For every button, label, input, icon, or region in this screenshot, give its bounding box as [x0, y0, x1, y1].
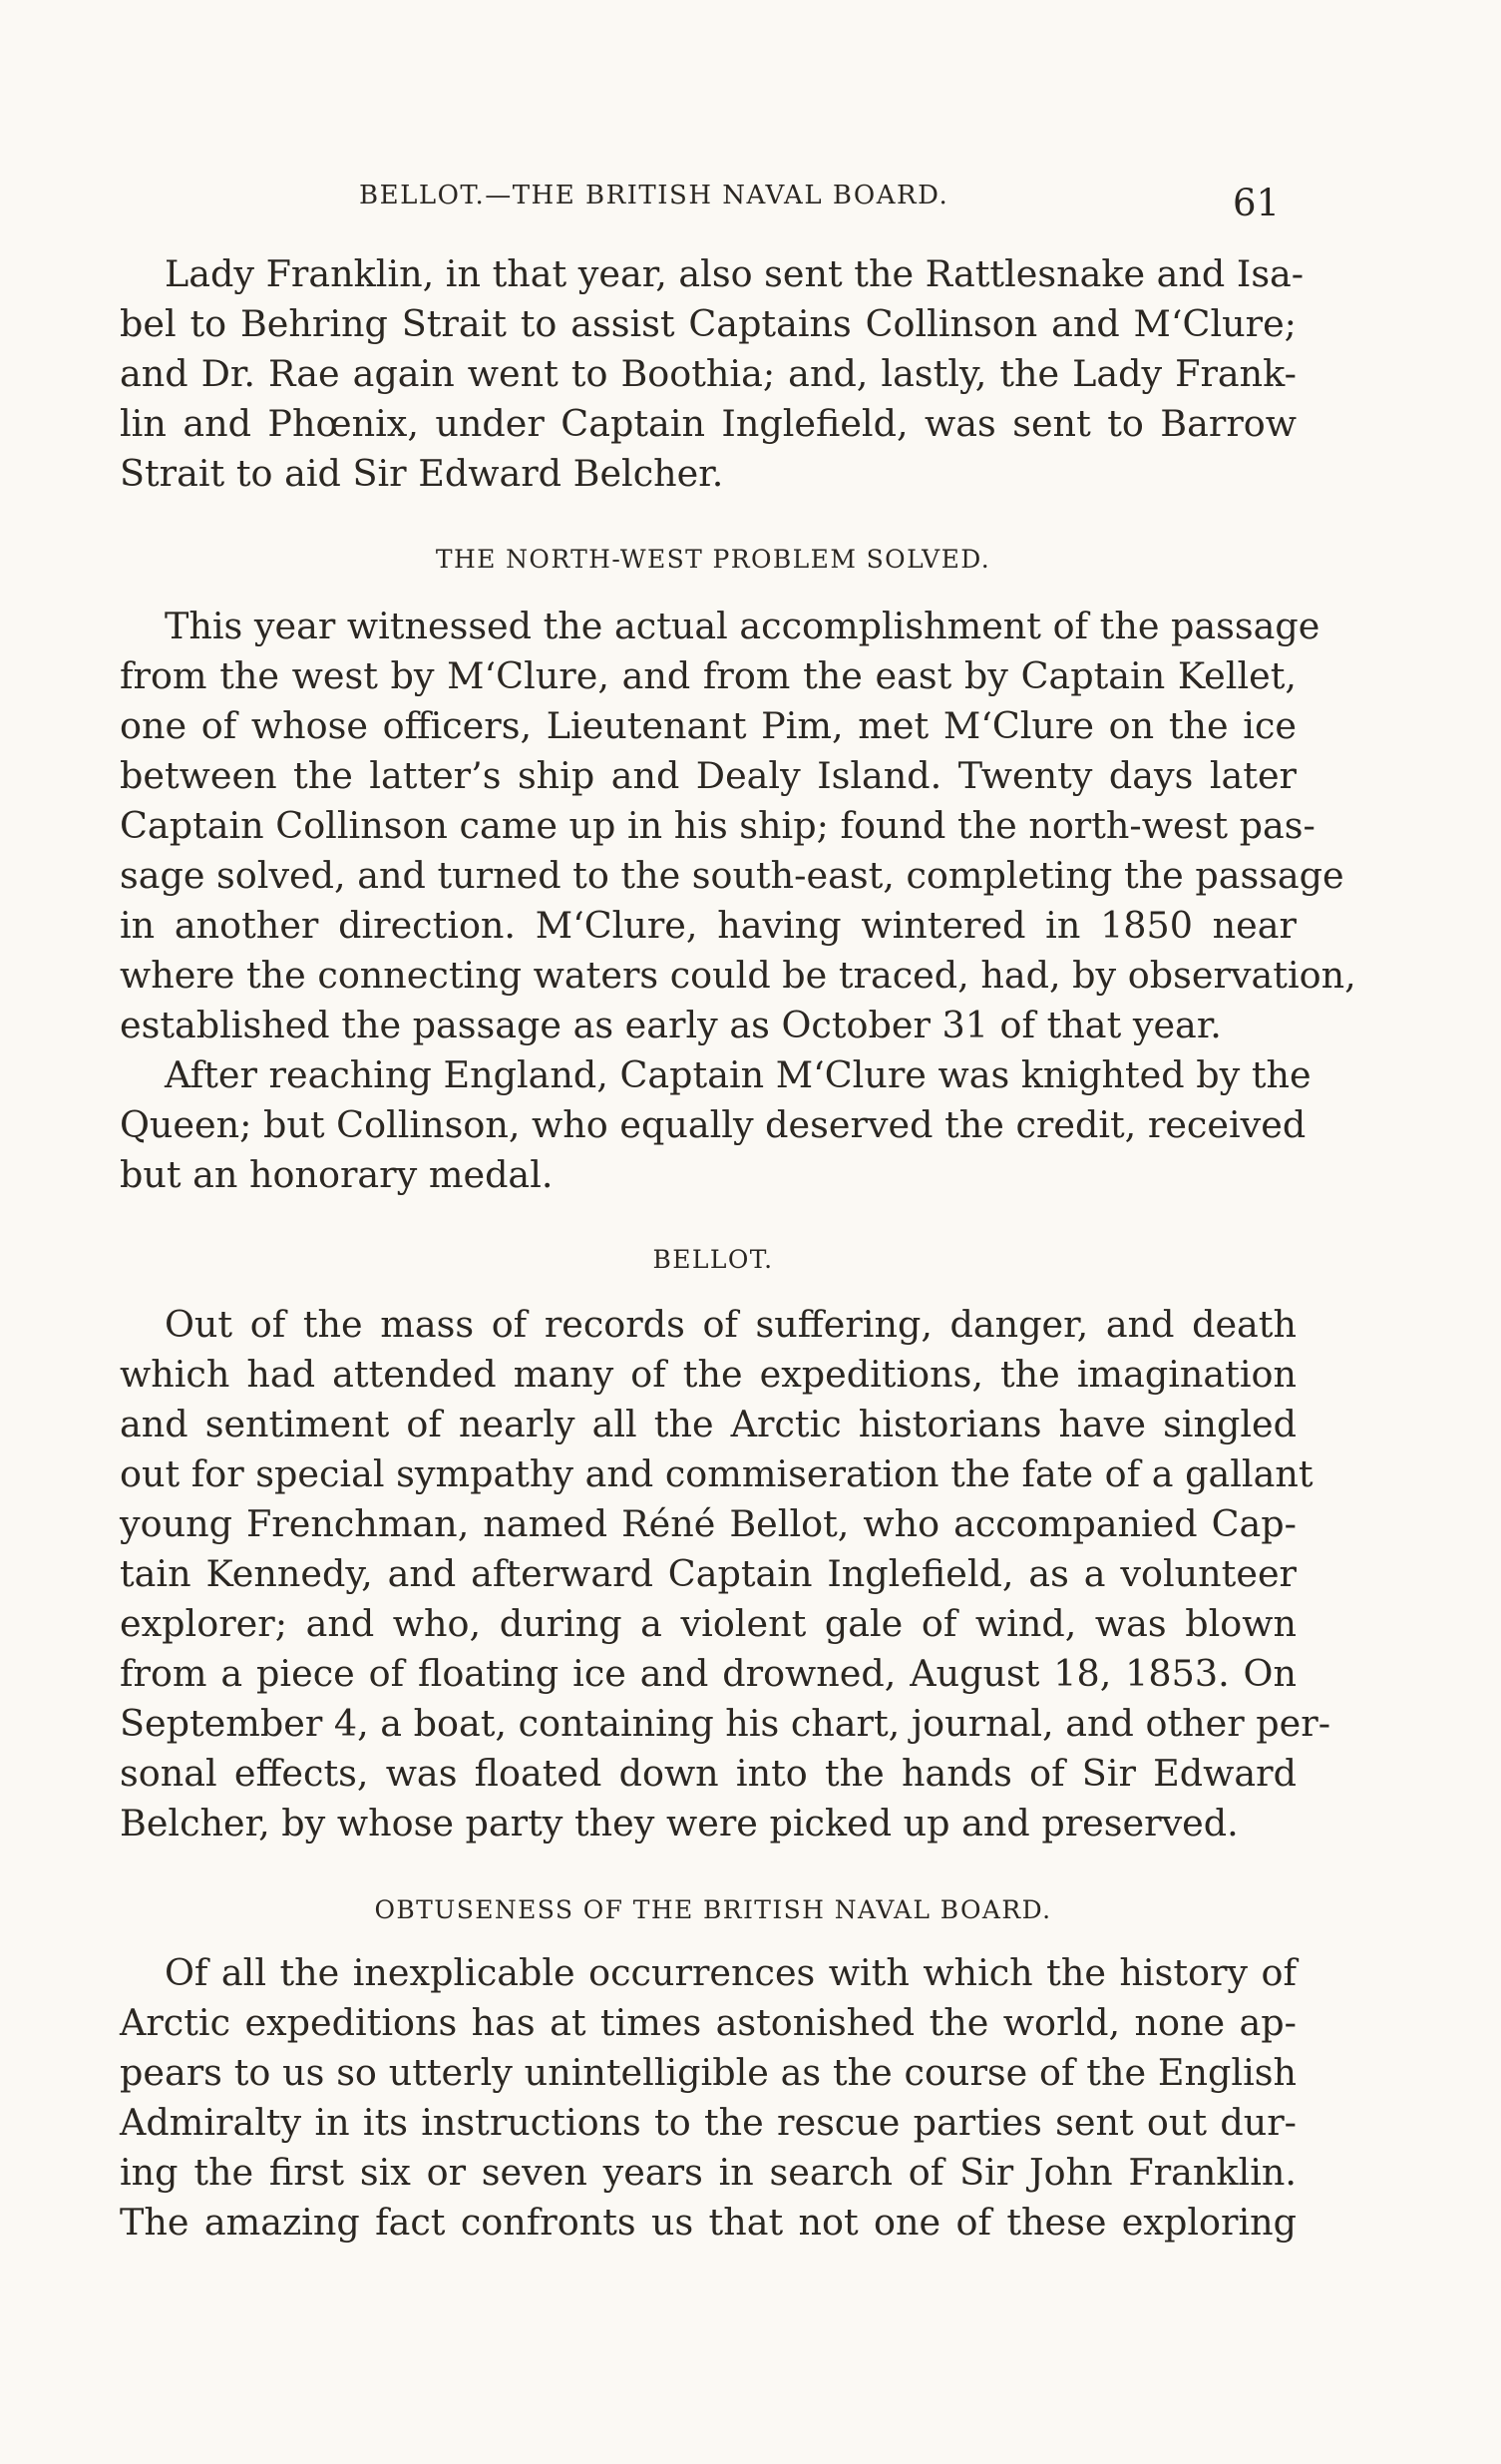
- text-line: from the west by M‘Clure, and from the east by Captain Kellet,: [120, 654, 1297, 697]
- text-line: tain Kennedy, and afterward Captain Inglefield, as a volunteer: [120, 1552, 1297, 1595]
- text-line: Admiralty in its instructions to the rescue parties sent out dur-: [120, 2101, 1297, 2144]
- running-head: BELLOT.—THE BRITISH NAVAL BOARD.: [359, 181, 949, 210]
- text-line: This year witnessed the actual accomplishment of the passage: [165, 605, 1320, 647]
- text-line: After reaching England, Captain M‘Clure was knighted by the: [165, 1053, 1312, 1096]
- text-line: Arctic expeditions has at times astonished the world, none ap-: [120, 2001, 1297, 2044]
- section-heading: THE NORTH-WEST PROBLEM SOLVED.: [435, 545, 991, 574]
- section-heading: BELLOT.: [652, 1245, 774, 1274]
- text-line: one of whose officers, Lieutenant Pim, met M‘Clure on the ice: [120, 704, 1297, 747]
- section-heading: OBTUSENESS OF THE BRITISH NAVAL BOARD.: [374, 1895, 1052, 1924]
- text-line: young Frenchman, named Réné Bellot, who accompanied Cap-: [120, 1502, 1297, 1545]
- text-line: sage solved, and turned to the south-east, completing the passage: [120, 854, 1344, 897]
- text-line: explorer; and who, during a violent gale of wind, was blown: [120, 1602, 1297, 1645]
- text-line: where the connecting waters could be traced, had, by observation,: [120, 954, 1356, 997]
- text-line: Queen; but Collinson, who equally deserved the credit, received: [120, 1103, 1307, 1146]
- page-number: 61: [1233, 182, 1281, 224]
- text-line: between the latter’s ship and Dealy Island. Twenty days later: [120, 754, 1297, 797]
- text-line: in another direction. M‘Clure, having wintered in 1850 near: [120, 904, 1297, 947]
- text-line: out for special sympathy and commiseration the fate of a gallant: [120, 1452, 1313, 1495]
- text-line: Belcher, by whose party they were picked up and preserved.: [120, 1802, 1239, 1845]
- text-line: but an honorary medal.: [120, 1153, 554, 1196]
- text-line: lin and Phœnix, under Captain Inglefield, was sent to Barrow: [120, 402, 1297, 445]
- text-line: bel to Behring Strait to assist Captains Collinson and M‘Clure;: [120, 302, 1297, 345]
- text-line: The amazing fact confronts us that not one of these exploring: [120, 2201, 1297, 2244]
- text-line: and Dr. Rae again went to Boothia; and, lastly, the Lady Frank-: [120, 352, 1297, 395]
- text-line: September 4, a boat, containing his chart, journal, and other per-: [120, 1702, 1331, 1745]
- text-line: ing the first six or seven years in search of Sir John Franklin.: [120, 2151, 1297, 2194]
- text-line: pears to us so utterly unintelligible as the course of the English: [120, 2051, 1297, 2094]
- text-line: Lady Franklin, in that year, also sent the Rattlesnake and Isa-: [165, 252, 1305, 295]
- text-line: Out of the mass of records of suffering, danger, and death: [165, 1303, 1297, 1346]
- text-line: Of all the inexplicable occurrences with which the history of: [165, 1951, 1297, 1994]
- text-line: sonal effects, was floated down into the hands of Sir Edward: [120, 1752, 1297, 1795]
- text-line: Captain Collinson came up in his ship; found the north-west pas-: [120, 804, 1315, 847]
- text-line: established the passage as early as October 31 of that year.: [120, 1004, 1222, 1046]
- text-line: from a piece of floating ice and drowned, August 18, 1853. On: [120, 1652, 1297, 1695]
- text-line: and sentiment of nearly all the Arctic historians have singled: [120, 1403, 1297, 1445]
- text-line: Strait to aid Sir Edward Belcher.: [120, 452, 724, 495]
- text-line: which had attended many of the expeditions, the imagination: [120, 1353, 1297, 1396]
